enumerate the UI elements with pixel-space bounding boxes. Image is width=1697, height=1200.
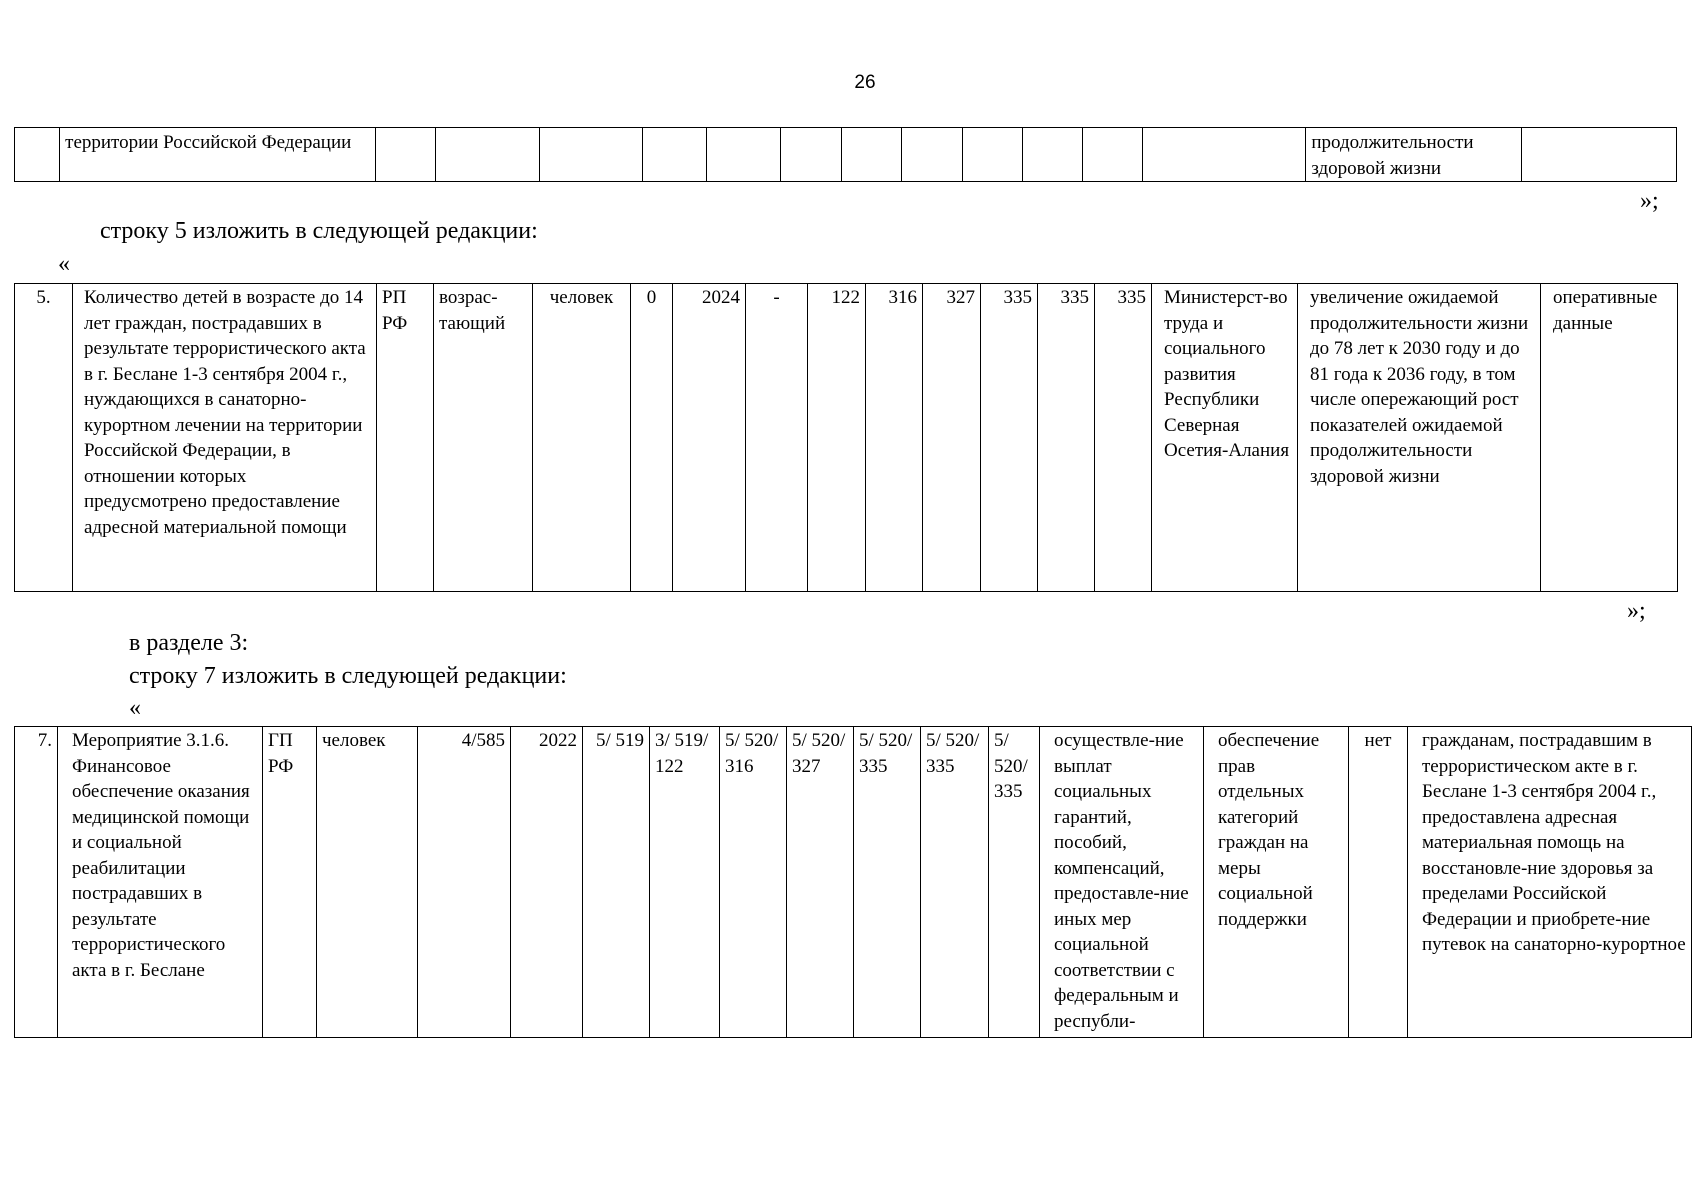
table-cell bbox=[963, 128, 1023, 182]
table-cell bbox=[642, 128, 706, 182]
data-source: оперативные данные bbox=[1541, 284, 1678, 592]
value-cell: 335 bbox=[981, 284, 1038, 592]
value-cell: 3/ 519/ 122 bbox=[650, 727, 720, 1038]
indicator-level: РП РФ bbox=[377, 284, 434, 592]
opening-quote: « bbox=[58, 251, 70, 277]
instruction-row5: строку 5 изложить в следующей редакции: bbox=[100, 218, 538, 244]
value-cell: 5/ 520/ 316 bbox=[720, 727, 787, 1038]
table-row5 bbox=[14, 283, 1678, 592]
link-flag: нет bbox=[1349, 727, 1408, 1038]
table-cell: территории Российской Федерации bbox=[60, 128, 376, 182]
base-year: 2024 bbox=[673, 284, 746, 592]
unit: человек bbox=[317, 727, 418, 1038]
value-cell: 5/ 520/ 335 bbox=[989, 727, 1040, 1038]
instruction-section3: в разделе 3: bbox=[129, 630, 249, 656]
indicator-name: Количество детей в возрасте до 14 лет граждан, пострадавших в результате террористического акта в г. Беслане 1-3 сентября 2004 г., нуждающихся в санаторно-курортном лечении на территории Российской Федерации, в отношении которых предусмотрено предоставление адресной материальной помощи bbox=[73, 284, 377, 592]
table-cell bbox=[376, 128, 436, 182]
value-cell: 335 bbox=[1095, 284, 1152, 592]
event-characteristic: обеспечение прав отдельных категорий граждан на меры социальной поддержки bbox=[1204, 727, 1349, 1038]
table-cell bbox=[436, 128, 540, 182]
value-cell: 316 bbox=[866, 284, 923, 592]
indicator-trend: возрас-тающий bbox=[434, 284, 533, 592]
unit: человек bbox=[533, 284, 631, 592]
closing-quote: »; bbox=[1627, 598, 1646, 624]
table-cell bbox=[842, 128, 902, 182]
table-row bbox=[15, 128, 1677, 182]
goal-link: увеличение ожидаемой продолжительности жизни до 78 лет к 2030 году и до 81 года к 2036 году, в том числе опережающий рост показателей ожидаемой продолжительности здоровой жизни bbox=[1298, 284, 1541, 592]
opening-quote: « bbox=[129, 695, 141, 721]
value-cell: 5/ 520/ 335 bbox=[854, 727, 921, 1038]
measure-name: Мероприятие 3.1.6. Финансовое обеспечение оказания медицинской помощи и социальной реабилитации пострадавших в результате террористического акта в г. Беслане bbox=[58, 727, 263, 1038]
row-number: 5. bbox=[15, 284, 73, 592]
row-number: 7. bbox=[15, 727, 58, 1038]
table-cell bbox=[902, 128, 963, 182]
value-cell: 5/ 520/ 327 bbox=[787, 727, 854, 1038]
table-cell bbox=[1082, 128, 1142, 182]
table-row7 bbox=[14, 726, 1692, 1038]
table-cell bbox=[706, 128, 781, 182]
instruction-row7: строку 7 изложить в следующей редакции: bbox=[129, 663, 567, 689]
value-cell: 122 bbox=[808, 284, 866, 592]
table-cell bbox=[539, 128, 642, 182]
table-cell bbox=[15, 128, 60, 182]
table-continuation bbox=[14, 127, 1677, 182]
table-row bbox=[15, 284, 1678, 592]
table-cell: продолжительности здоровой жизни bbox=[1306, 128, 1521, 182]
event-type: осуществле-ние выплат социальных гарантий, пособий, компенсаций, предоставле-ние иных мер социальной соответствии с федеральным и республи- bbox=[1040, 727, 1204, 1038]
table-cell bbox=[1521, 128, 1676, 182]
closing-quote: »; bbox=[1640, 188, 1659, 214]
table-row bbox=[15, 727, 1692, 1038]
measure-level: ГП РФ bbox=[263, 727, 317, 1038]
table-cell bbox=[1142, 128, 1306, 182]
table-cell bbox=[1022, 128, 1082, 182]
value-cell: 335 bbox=[1038, 284, 1095, 592]
value-cell: 5/ 520/ 335 bbox=[921, 727, 989, 1038]
value-cell: - bbox=[746, 284, 808, 592]
value-cell: 5/ 519 bbox=[583, 727, 650, 1038]
responsible: Министерст-во труда и социального развития Республики Северная Осетия-Алания bbox=[1152, 284, 1298, 592]
base-value: 0 bbox=[631, 284, 673, 592]
base-value: 4/585 bbox=[418, 727, 511, 1038]
expected-result: гражданам, пострадавшим в террористическом акте в г. Беслане 1-3 сентября 2004 г., предоставлена адресная материальная помощь на восстановле-ние здоровья за пределами Российской Федерации и приобрете-ние путевок на санаторно-курортное bbox=[1408, 727, 1692, 1038]
base-year: 2022 bbox=[511, 727, 583, 1038]
page-number: 26 bbox=[854, 72, 876, 93]
value-cell: 327 bbox=[923, 284, 981, 592]
table-cell bbox=[781, 128, 842, 182]
